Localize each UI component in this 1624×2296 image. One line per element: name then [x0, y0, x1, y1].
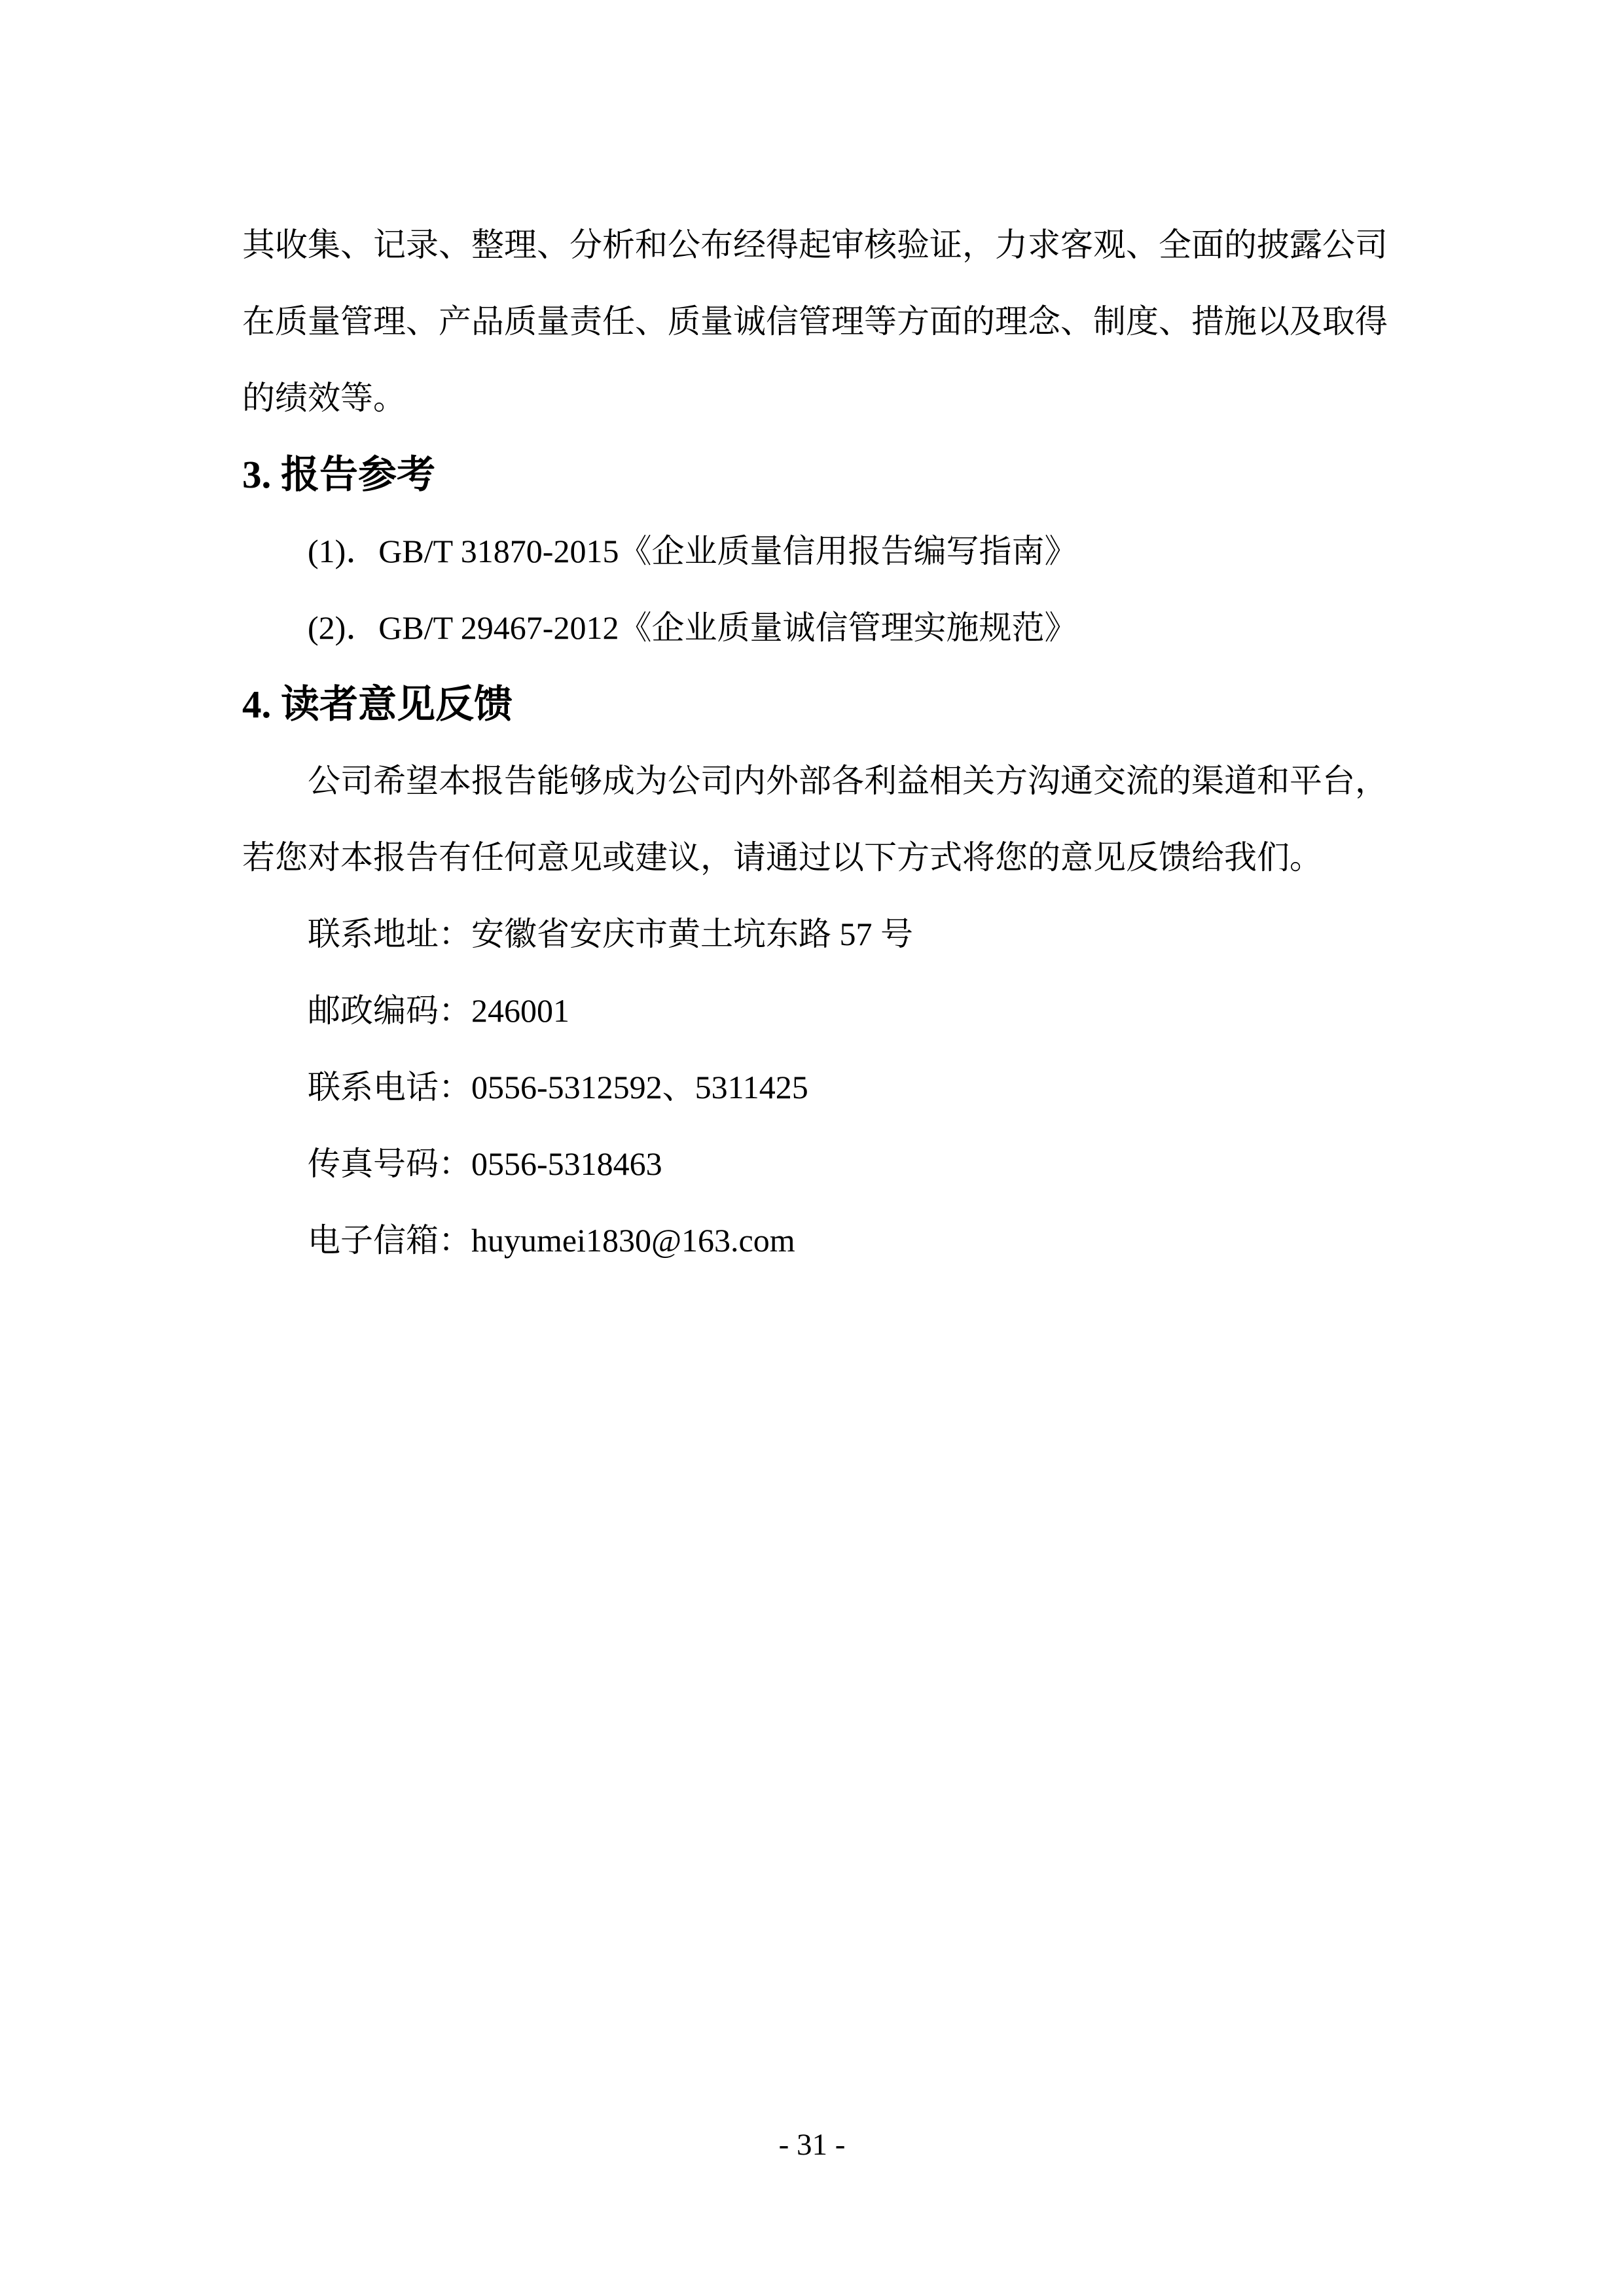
continued-paragraph-line-3: 的绩效等。: [242, 380, 406, 416]
page-footer: [0, 2126, 1624, 2163]
feedback-paragraph-line-2: 若您对本报告有任何意见或建议，请通过以下方式将您的意见反馈给我们。: [242, 839, 1322, 876]
reference-item-1: (1)．GB/T 31870-2015《企业质量信用报告编写指南》: [308, 533, 1077, 569]
continued-paragraph-line-2: 在质量管理、产品质量责任、质量诚信管理等方面的理念、制度、措施以及取得: [242, 303, 1388, 340]
contact-line-email: 电子信箱：huyumei1830@163.com: [308, 1222, 795, 1259]
section-4-heading: 4. 读者意见反馈: [242, 683, 513, 726]
feedback-paragraph-line-1: 公司希望本报告能够成为公司内外部各利益相关方沟通交流的渠道和平台，: [308, 762, 1388, 799]
contact-line-address: 联系地址：安徽省安庆市黄土坑东路 57 号: [308, 916, 913, 952]
contact-line-fax: 传真号码：0556-5318463: [308, 1145, 662, 1182]
document-body: [242, 207, 1386, 1279]
reference-item-2: (2)．GB/T 29467-2012《企业质量诚信管理实施规范》: [308, 609, 1077, 646]
contact-line-phone: 联系电话：0556-5312592、5311425: [308, 1069, 808, 1105]
contact-line-postcode: 邮政编码：246001: [308, 992, 569, 1029]
section-3-heading: 3. 报告参考: [242, 453, 436, 496]
continued-paragraph-line-1: 其收集、记录、整理、分析和公布经得起审核验证，力求客观、全面的披露公司: [242, 226, 1388, 263]
page-number: - 31 -: [778, 2128, 846, 2162]
